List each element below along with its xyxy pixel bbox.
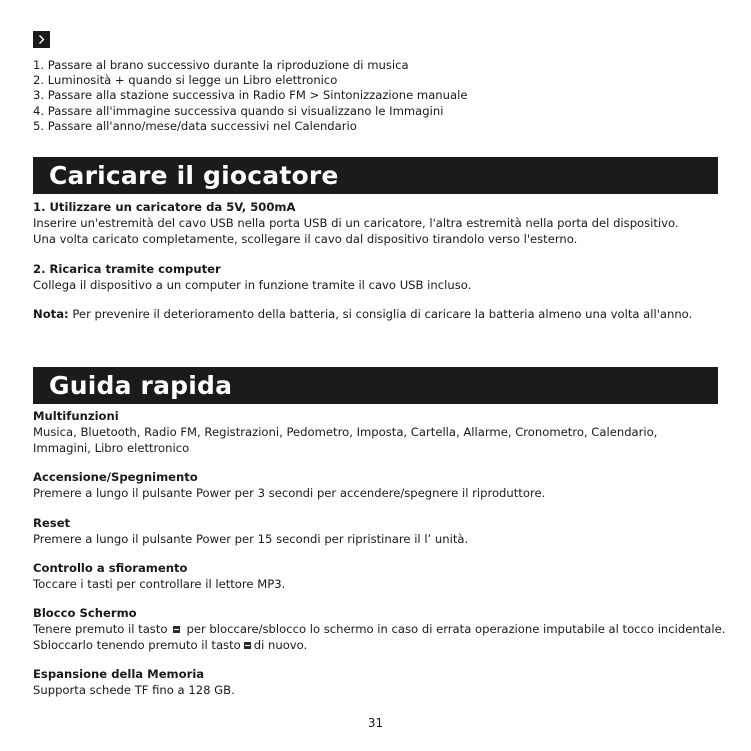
note-text: Per prevenire il deterioramento della batteria, si consiglia di caricare la batteria almeno una volta all'anno. bbox=[68, 307, 693, 321]
computer-section bbox=[33, 261, 738, 293]
multifunction-text-line: Musica, Bluetooth, Radio FM, Registrazioni, Pedometro, Imposta, Cartella, Allarme, Cronometro, Calendario, bbox=[33, 425, 658, 439]
list-item: 3. Passare alla stazione successiva in Radio FM > Sintonizzazione manuale bbox=[33, 88, 468, 103]
list-item: 1. Passare al brano successivo durante la riproduzione di musica bbox=[33, 58, 409, 72]
charger-text-line: Inserire un'estremità del cavo USB nella porta USB di un caricatore, l'altra estremità nella porta del dispositivo. bbox=[33, 216, 679, 230]
note-line bbox=[33, 306, 738, 322]
menu-key-icon bbox=[244, 642, 251, 649]
reset-heading: Reset bbox=[33, 516, 71, 530]
menu-key-icon bbox=[173, 626, 180, 633]
lock-text-line bbox=[33, 621, 738, 637]
memory-heading: Espansione della Memoria bbox=[33, 667, 205, 681]
multifunction-section bbox=[33, 408, 738, 456]
power-heading: Accensione/Spegnimento bbox=[33, 470, 198, 484]
lock-text-line bbox=[33, 637, 738, 653]
reset-text: Premere a lungo il pulsante Power per 15 secondi per ripristinare il l’ unità. bbox=[33, 532, 469, 546]
unlock-text-after: di nuovo. bbox=[253, 638, 308, 652]
charger-heading: 1. Utilizzare un caricatore da 5V, 500mA bbox=[33, 200, 296, 214]
list-item: 5. Passare all'anno/mese/data successivi nel Calendario bbox=[33, 118, 357, 133]
touch-heading: Controllo a sfioramento bbox=[33, 561, 188, 575]
page-number: 31 bbox=[367, 716, 384, 730]
chevron-right-icon bbox=[33, 31, 50, 48]
lock-heading: Blocco Schermo bbox=[33, 606, 137, 620]
memory-text: Supporta schede TF fino a 128 GB. bbox=[33, 683, 235, 697]
multifunction-heading: Multifunzioni bbox=[33, 409, 119, 423]
reset-section bbox=[33, 515, 738, 547]
charger-text-line: Una volta caricato completamente, scollegare il cavo dal dispositivo tirandolo verso l'esterno. bbox=[33, 232, 578, 246]
computer-heading: 2. Ricarica tramite computer bbox=[33, 262, 221, 276]
list-item: 4. Passare all'immagine successiva quando si visualizzano le Immagini bbox=[33, 103, 444, 118]
note bbox=[33, 306, 738, 322]
memory-section bbox=[33, 666, 738, 698]
charger-section bbox=[33, 199, 738, 247]
section-title-charging: Caricare il giocatore bbox=[33, 157, 718, 194]
power-text: Premere a lungo il pulsante Power per 3 secondi per accendere/spegnere il riproduttore. bbox=[33, 486, 546, 500]
list-item: 2. Luminosità + quando si legge un Libro elettronico bbox=[33, 73, 338, 88]
computer-text: Collega il dispositivo a un computer in funzione tramite il cavo USB incluso. bbox=[33, 278, 472, 292]
steps-list bbox=[33, 58, 467, 134]
touch-section bbox=[33, 560, 738, 592]
note-label: Nota: bbox=[33, 307, 69, 321]
power-section bbox=[33, 469, 738, 501]
lock-section bbox=[33, 605, 738, 653]
section-title-guide: Guida rapida bbox=[33, 367, 718, 404]
unlock-text-before: Sbloccarlo tenendo premuto il tasto bbox=[33, 638, 241, 652]
multifunction-text-line: Immagini, Libro elettronico bbox=[33, 441, 190, 455]
lock-text-before: Tenere premuto il tasto bbox=[33, 622, 168, 636]
lock-text-after: per bloccare/sblocco lo schermo in caso di errata operazione imputabile al tocco incidentale. bbox=[186, 622, 726, 636]
touch-text: Toccare i tasti per controllare il lettore MP3. bbox=[33, 577, 286, 591]
